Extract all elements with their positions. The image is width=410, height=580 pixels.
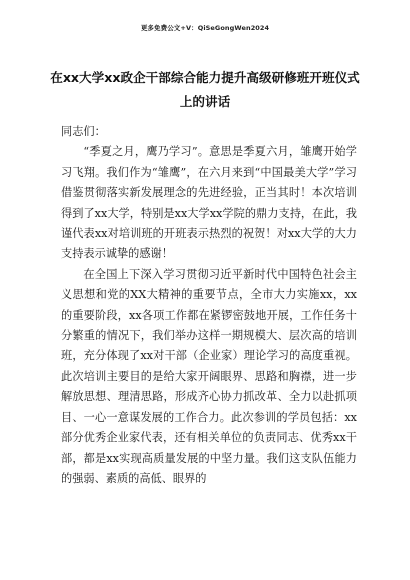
document-body <box>61 122 357 489</box>
document-title: 在xx大学xx政企干部综合能力提升高级研修班开班仪式上的讲话 <box>50 70 360 109</box>
header-note: 更多免费公文+V：QiSeGongWen2024 <box>140 24 270 32</box>
body-paragraph-1: “季夏之月，鹰乃学习”。意思是季夏六月，雏鹰开始学习飞翔。我们作为“雏鹰”，在六月来到“中国最美大学”学习借鉴贯彻落实新发展理念的先进经验，正当其时！本次培训得到了xx大学，特别是xx大学xx学院的鼎力支持，在此，我谨代表xx对培训班的开班表示热烈的祝贺！对xx大学的大力支持表示诚挚的感谢！ <box>61 145 357 261</box>
salutation: 同志们： <box>61 125 106 138</box>
body-paragraph-2: 在全国上下深入学习贯彻习近平新时代中国特色社会主义思想和党的XX大精神的重要节点，全市大力实施xx，xx的重要阶段，xx各项工作都在紧锣密鼓地开展，工作任务十分繁重的情况下，我们举办这样一期规模大、层次高的培训班，充分体现了xx对干部（企业家）理论学习的高度重视。此次培训主要目的是给大家开阔眼界、思路和胸襟，进一步解放思想、理清思路，形成齐心协力抓改革、全力以赴抓项目、一心一意谋发展的工作合力。此次参训的学员包括：xx部分优秀企业家代表，还有相关单位的负责同志、优秀xx干部，都是xx实现高质量发展的中坚力量。我们这支队伍能力的强弱、素质的高低、眼界的 <box>61 267 357 485</box>
